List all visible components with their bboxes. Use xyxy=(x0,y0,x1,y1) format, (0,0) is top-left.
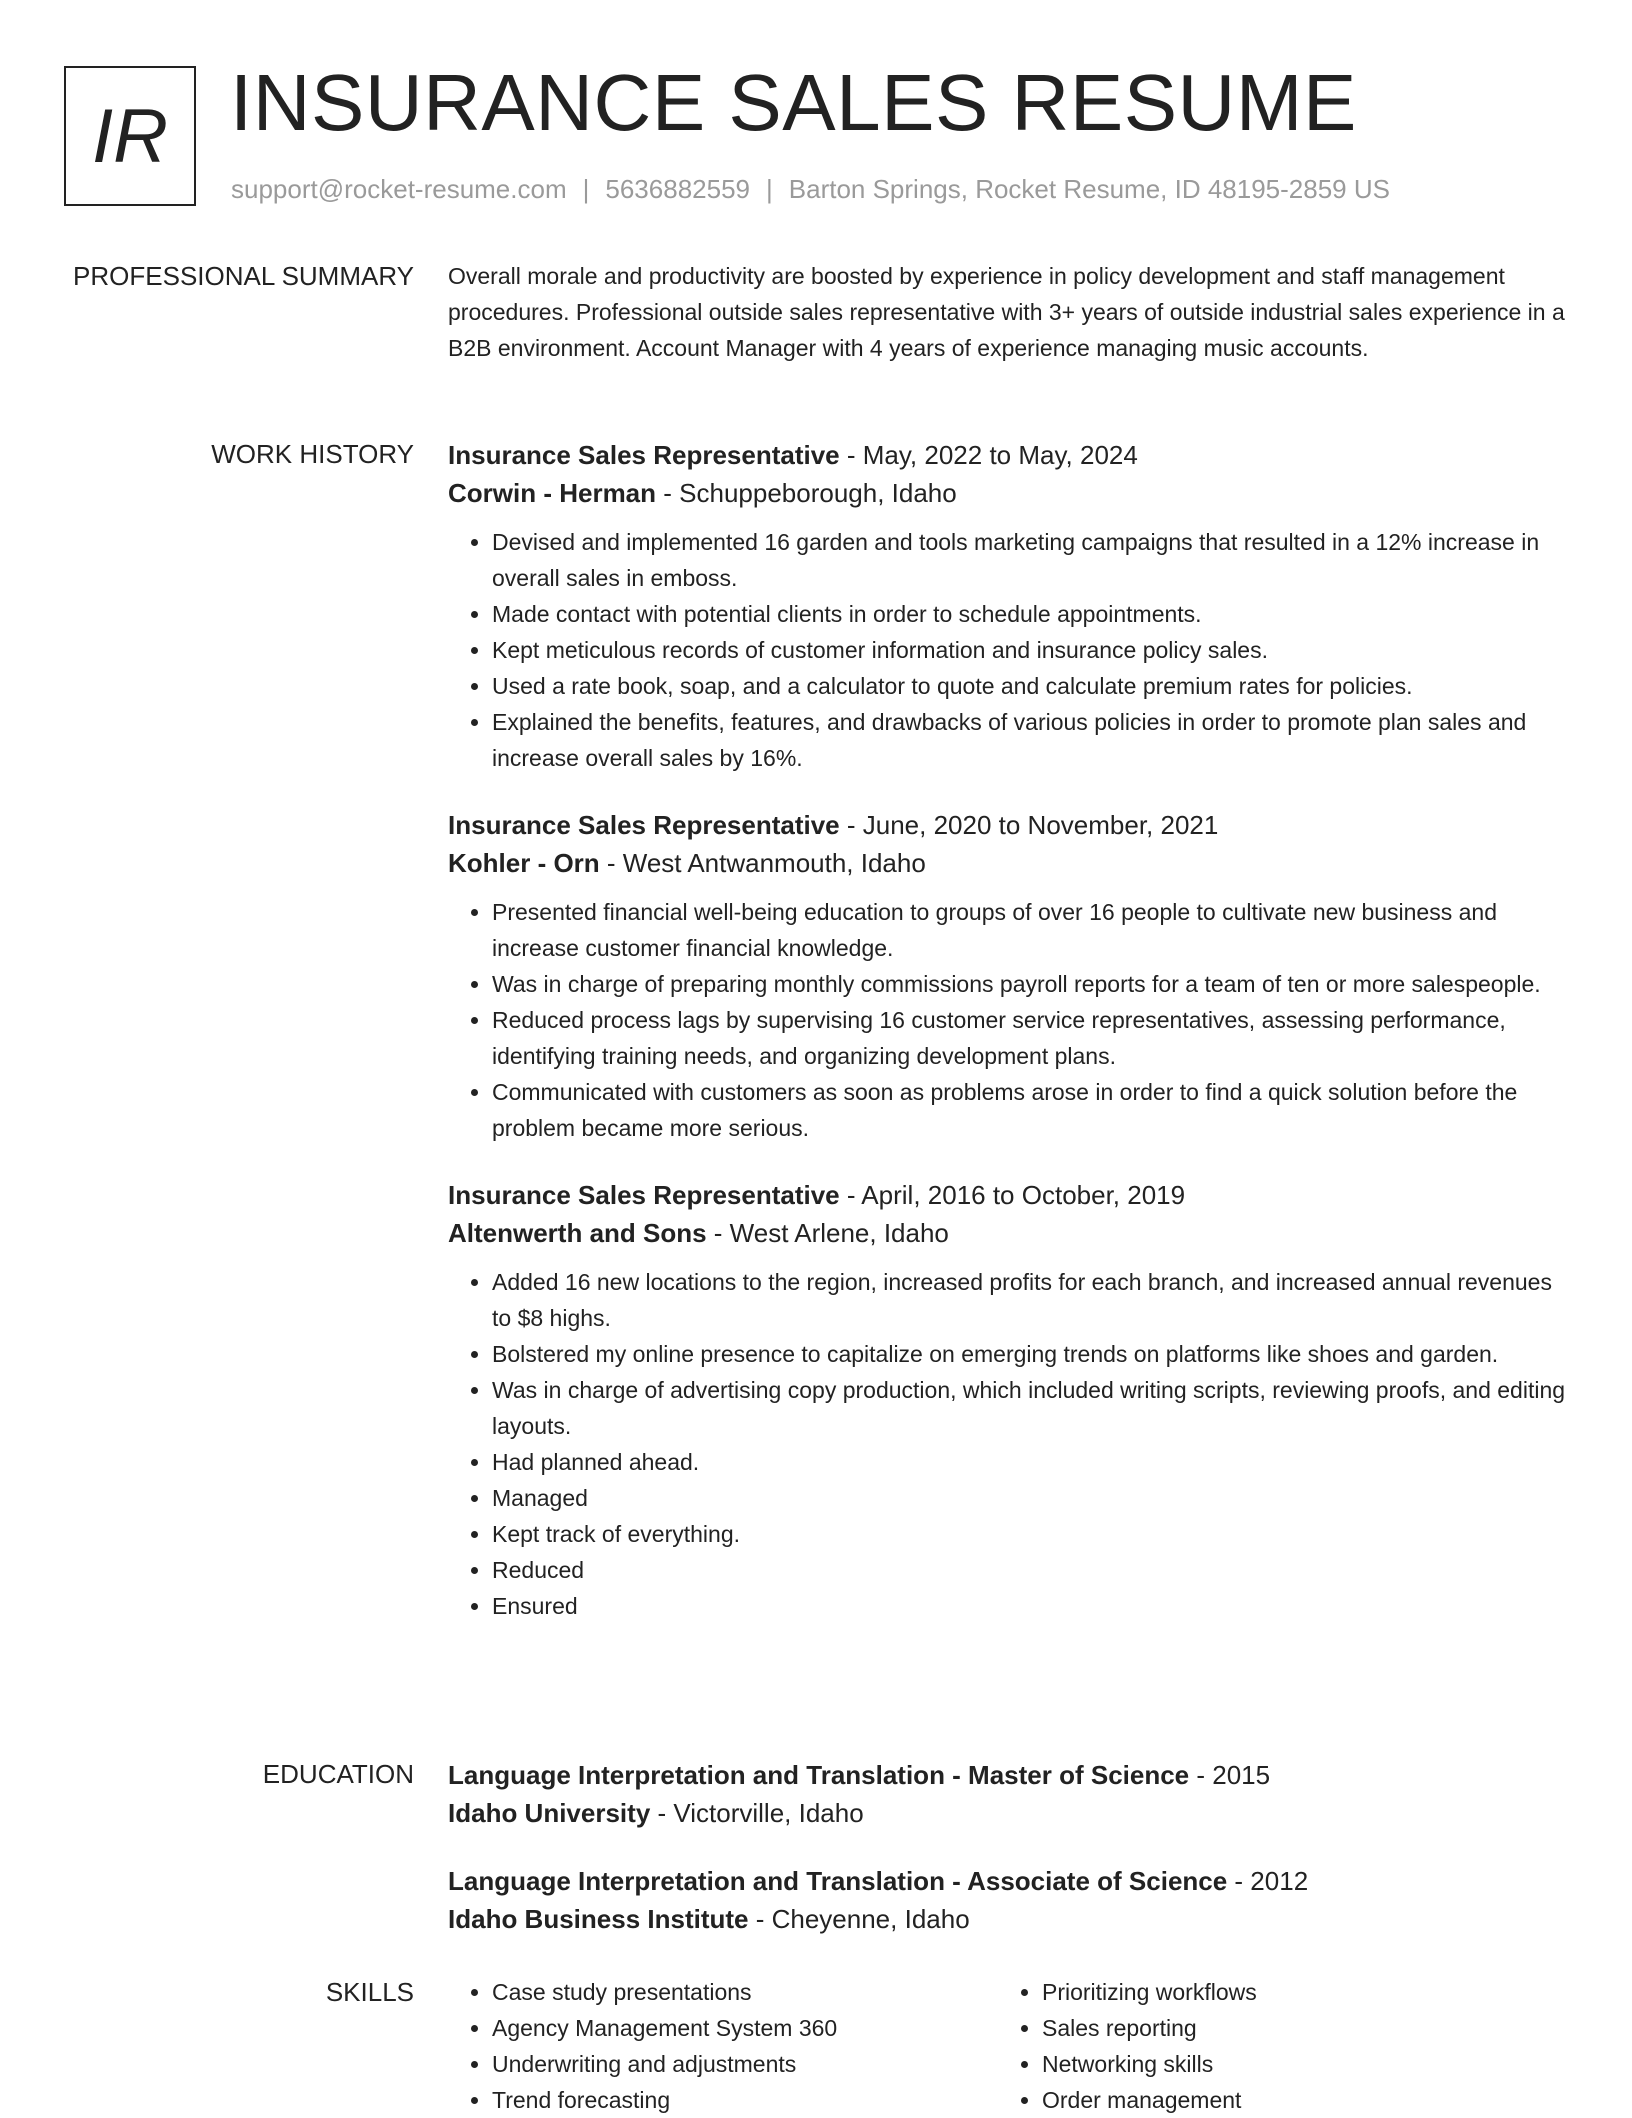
skills-list-left xyxy=(448,1974,998,2118)
job-bullet: • Made contact with potential clients in order to schedule appointments. xyxy=(492,596,1568,632)
job-title-line xyxy=(448,806,1568,844)
job-bullet: • Was in charge of advertising copy production, which included writing scripts, reviewing proofs, and editing layouts. xyxy=(492,1372,1568,1444)
education-heading: EDUCATION xyxy=(262,1759,414,1789)
job-location: - Schuppeborough, Idaho xyxy=(656,478,957,508)
job-company: Altenwerth and Sons xyxy=(448,1218,707,1248)
education-year: - 2015 xyxy=(1189,1760,1271,1790)
contact-separator: | xyxy=(582,174,590,204)
job-bullet: • Reduced process lags by supervising 16 customer service representatives, assessing performance, identifying training needs, and organizing development plans. xyxy=(492,1002,1568,1074)
job-title-line xyxy=(448,436,1568,474)
skill-item: • Agency Management System 360 xyxy=(492,2010,998,2046)
monogram-logo xyxy=(64,66,196,206)
skill-item: • Networking skills xyxy=(1042,2046,1548,2082)
skill-item: • Case study presentations xyxy=(492,1974,998,2010)
job-company: Kohler - Orn xyxy=(448,848,600,878)
summary-text: Overall morale and productivity are boosted by experience in policy development and staff management procedures. Professional outside sales representative with 3+ years of outside industrial sales experience in a B2B environment. Account Manager with 4 years of experience managing music accounts. xyxy=(448,263,1565,361)
job-entry xyxy=(448,436,1568,776)
job-bullet: • Bolstered my online presence to capitalize on emerging trends on platforms like shoes and garden. xyxy=(492,1336,1568,1372)
education-degree: Language Interpretation and Translation - Associate of Science xyxy=(448,1866,1228,1896)
education-list xyxy=(448,1756,1568,1968)
education-degree-line xyxy=(448,1756,1568,1794)
job-bullet: • Used a rate book, soap, and a calculator to quote and calculate premium rates for policies. xyxy=(492,668,1568,704)
job-title-line xyxy=(448,1176,1568,1214)
contact-phone[interactable]: 5636882559 xyxy=(605,174,750,204)
education-location: - Victorville, Idaho xyxy=(650,1798,864,1828)
skill-item: • Prioritizing workflows xyxy=(1042,1974,1548,2010)
skill-item: • Order management xyxy=(1042,2082,1548,2118)
education-entry xyxy=(448,1862,1568,1938)
skills-list-right xyxy=(998,1974,1548,2118)
job-bullet: • Managed xyxy=(492,1480,1568,1516)
education-degree: Language Interpretation and Translation - Master of Science xyxy=(448,1760,1190,1790)
work-history-heading: WORK HISTORY xyxy=(211,439,414,469)
education-location: - Cheyenne, Idaho xyxy=(748,1904,970,1934)
skills-heading: SKILLS xyxy=(325,1977,414,2007)
job-title: Insurance Sales Representative xyxy=(448,1180,840,1210)
job-entry xyxy=(448,806,1568,1146)
education-degree-line xyxy=(448,1862,1568,1900)
education-school: Idaho University xyxy=(448,1798,651,1828)
monogram-text: IR xyxy=(92,93,168,179)
summary-heading: PROFESSIONAL SUMMARY xyxy=(73,261,414,291)
skill-item: • Sales reporting xyxy=(1042,2010,1548,2046)
skill-item: • Trend forecasting xyxy=(492,2082,998,2118)
contact-address: Barton Springs, Rocket Resume, ID 48195-2859 US xyxy=(788,174,1390,204)
job-company: Corwin - Herman xyxy=(448,478,657,508)
education-year: - 2012 xyxy=(1227,1866,1309,1896)
job-dates: - May, 2022 to May, 2024 xyxy=(839,440,1138,470)
job-company-line xyxy=(448,474,1568,512)
job-title: Insurance Sales Representative xyxy=(448,810,840,840)
job-bullet: • Was in charge of preparing monthly commissions payroll reports for a team of ten or more salespeople. xyxy=(492,966,1568,1002)
education-school: Idaho Business Institute xyxy=(448,1904,749,1934)
work-history-list xyxy=(448,436,1568,1654)
skills-columns xyxy=(448,1974,1568,2118)
job-bullet: • Devised and implemented 16 garden and tools marketing campaigns that resulted in a 12% increase in overall sales in emboss. xyxy=(492,524,1568,596)
job-bullet: • Ensured xyxy=(492,1588,1568,1624)
job-company-line xyxy=(448,1214,1568,1252)
job-dates: - April, 2016 to October, 2019 xyxy=(839,1180,1186,1210)
job-dates: - June, 2020 to November, 2021 xyxy=(839,810,1219,840)
job-title: Insurance Sales Representative xyxy=(448,440,840,470)
job-bullets xyxy=(448,894,1568,1146)
education-entry xyxy=(448,1756,1568,1832)
job-bullets xyxy=(448,524,1568,776)
contact-line xyxy=(231,174,1390,205)
job-location: - West Arlene, Idaho xyxy=(706,1218,949,1248)
job-location: - West Antwanmouth, Idaho xyxy=(599,848,926,878)
education-school-line xyxy=(448,1794,1568,1832)
job-bullet: • Reduced xyxy=(492,1552,1568,1588)
job-company-line xyxy=(448,844,1568,882)
contact-email[interactable]: support@rocket-resume.com xyxy=(231,174,567,204)
job-bullet: • Kept meticulous records of customer information and insurance policy sales. xyxy=(492,632,1568,668)
education-school-line xyxy=(448,1900,1568,1938)
skill-item: • Underwriting and adjustments xyxy=(492,2046,998,2082)
resume-title: INSURANCE SALES RESUME xyxy=(230,58,1357,147)
job-entry xyxy=(448,1176,1568,1624)
job-bullet: • Added 16 new locations to the region, increased profits for each branch, and increased annual revenues to $8 highs. xyxy=(492,1264,1568,1336)
contact-separator: | xyxy=(766,174,773,204)
job-bullets xyxy=(448,1264,1568,1624)
job-bullet: • Explained the benefits, features, and drawbacks of various policies in order to promote plan sales and increase overall sales by 16%. xyxy=(492,704,1568,776)
job-bullet: • Had planned ahead. xyxy=(492,1444,1568,1480)
job-bullet: • Communicated with customers as soon as problems arose in order to find a quick solution before the problem became more serious. xyxy=(492,1074,1568,1146)
job-bullet: • Kept track of everything. xyxy=(492,1516,1568,1552)
job-bullet: • Presented financial well-being education to groups of over 16 people to cultivate new business and increase customer financial knowledge. xyxy=(492,894,1568,966)
